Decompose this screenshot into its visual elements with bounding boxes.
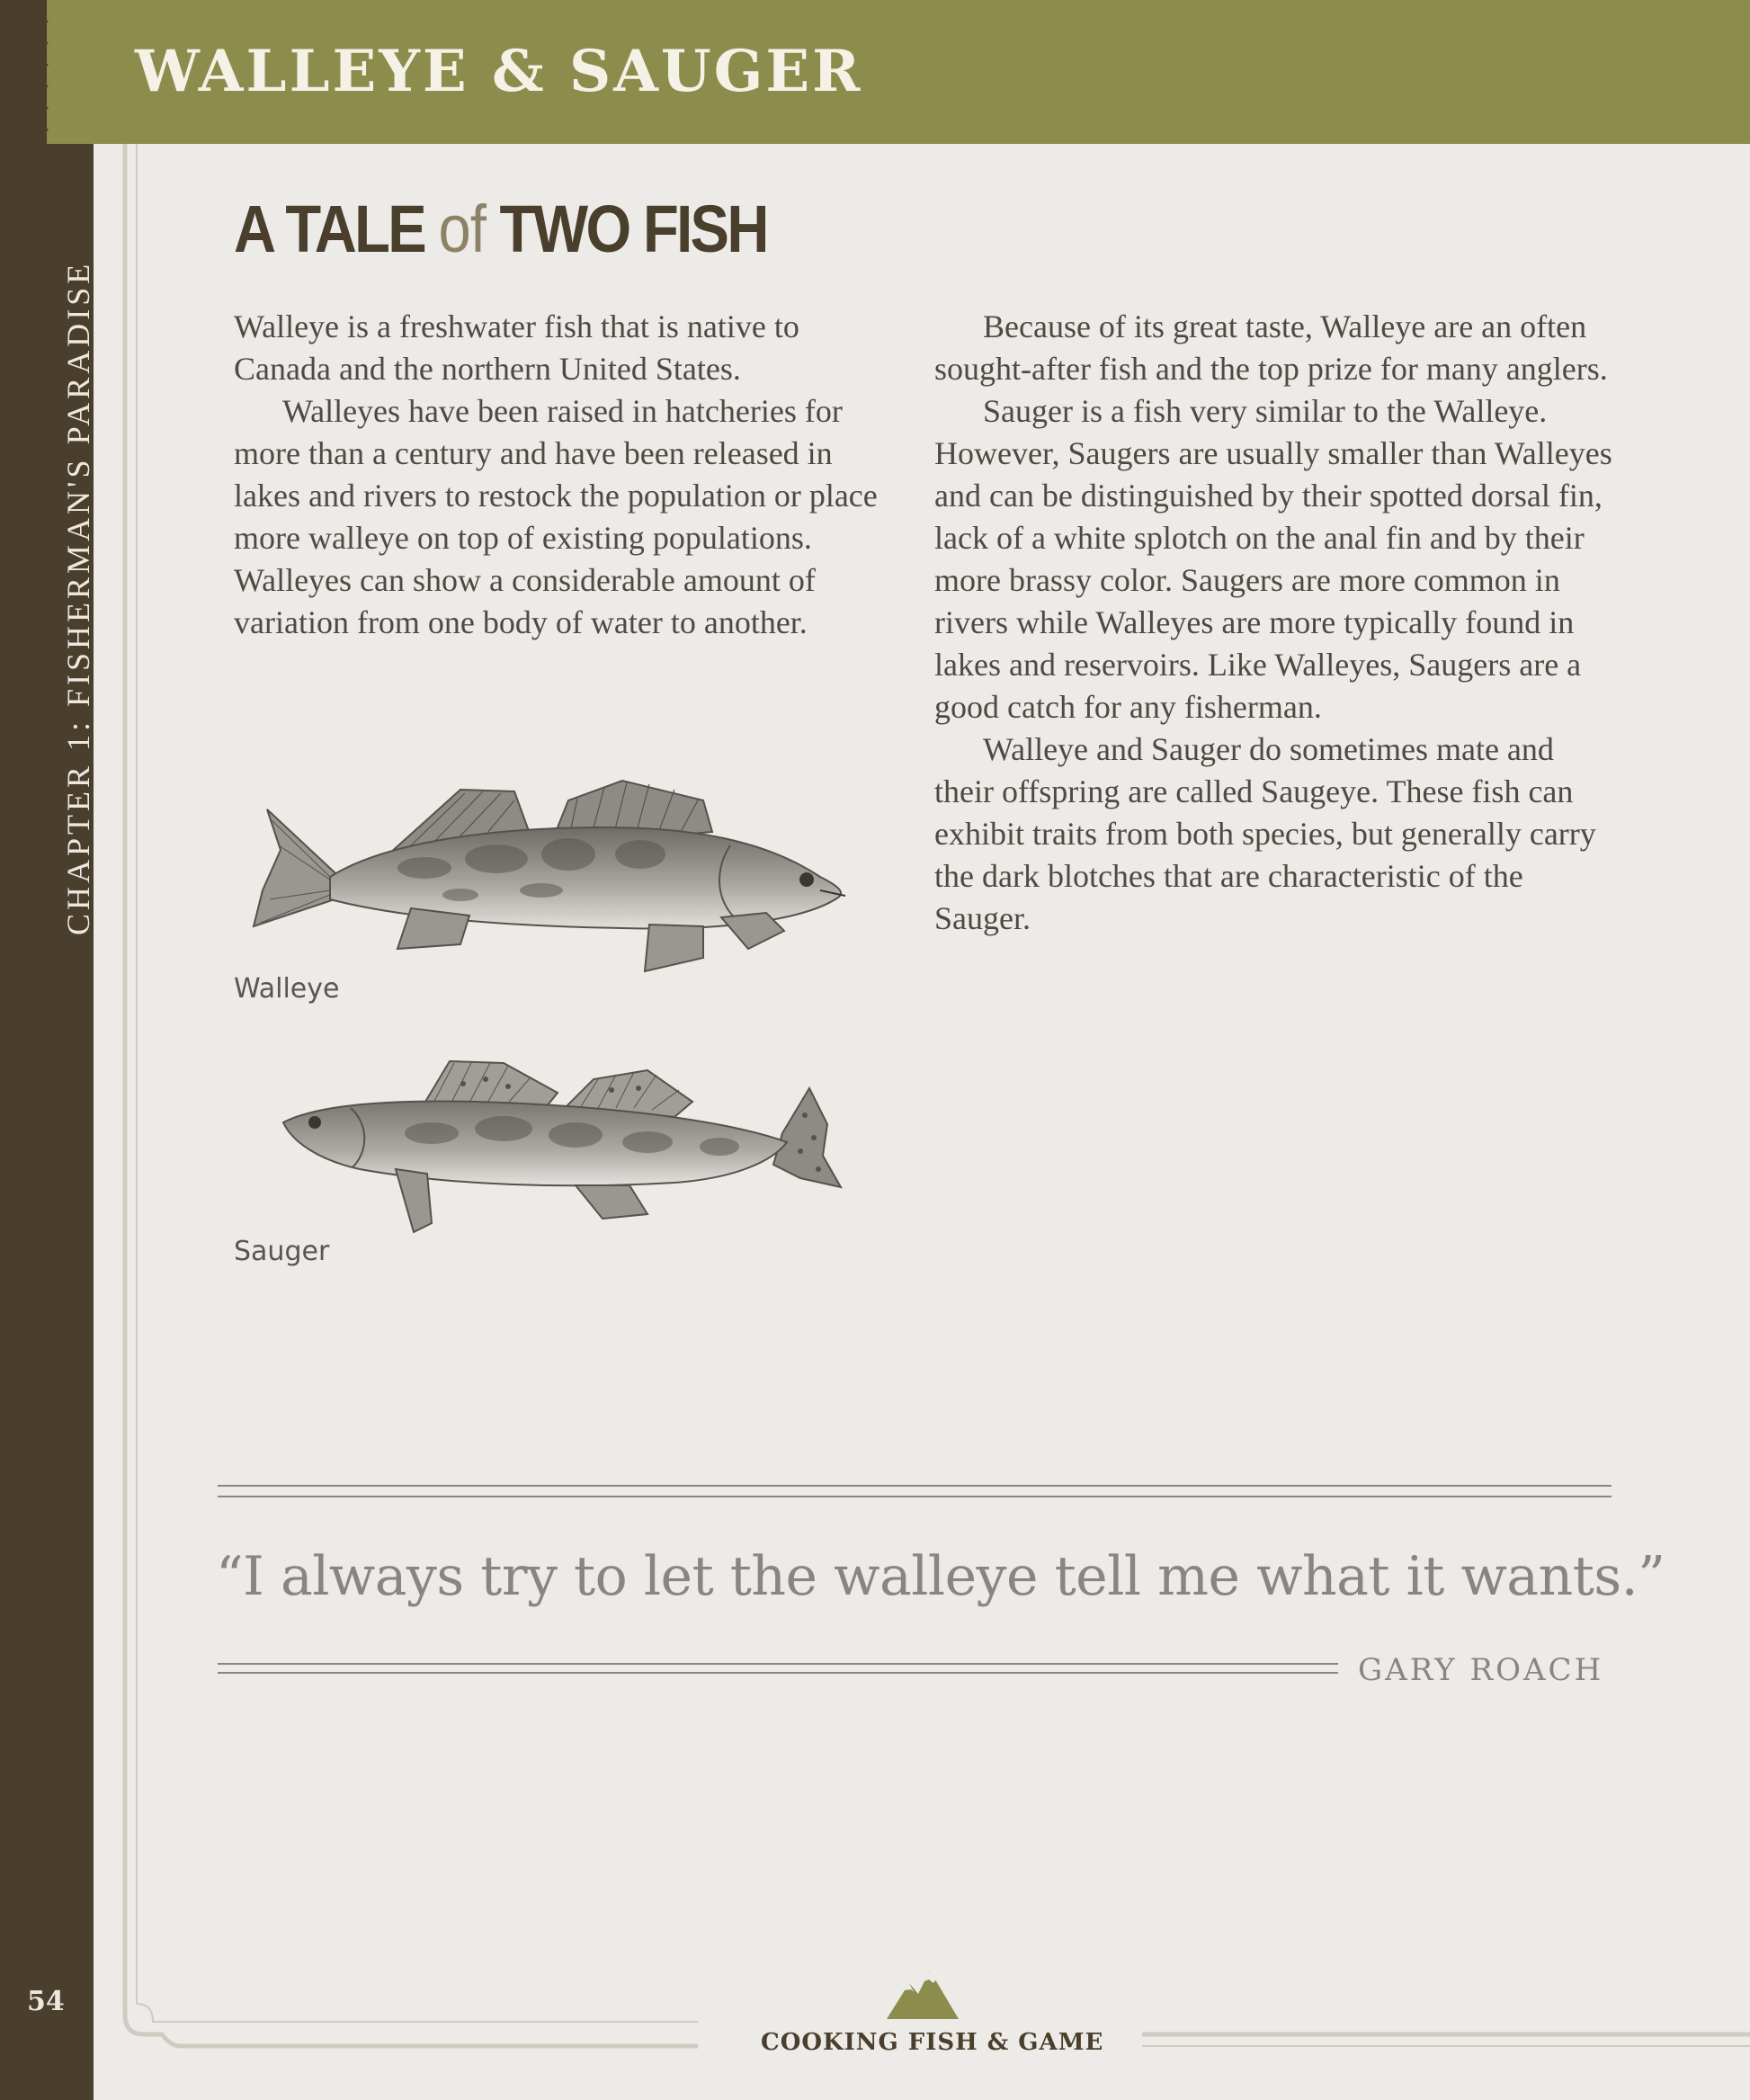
right-paragraph-1: Because of its great taste, Walleye are an often sought-after fish and the top prize for many anglers. — [934, 308, 1608, 387]
left-column — [234, 306, 899, 644]
chapter-label: CHAPTER 1: FISHERMAN'S PARADISE — [60, 260, 96, 935]
article-heading — [234, 191, 767, 267]
pull-quote: “I always try to let the walleye tell me what it wants.” — [216, 1545, 1665, 1608]
heading-part-2: of — [438, 192, 487, 266]
page-number: 54 — [27, 1986, 65, 2017]
right-paragraph-2: Sauger is a fish very similar to the Walleye. However, Saugers are usually smaller than Walleyes and can be distinguished by their spotted dorsal fin, lack of a white splotch on the anal fin and by their more brassy color. Saugers are more common in rivers while Walleyes are more typically found in lakes and reservoirs. Like Walleyes, Saugers are a good catch for any fisherman. — [934, 393, 1612, 725]
quote-attribution: GARY ROACH — [1358, 1652, 1604, 1688]
left-paragraph-1: Walleye is a freshwater fish that is native to Canada and the northern United States. — [234, 308, 799, 387]
section-title: WALLEYE & SAUGER — [135, 38, 863, 105]
heading-part-1: A TALE — [234, 192, 439, 266]
left-paragraph-2: Walleyes have been raised in hatcheries for more than a century and have been released in lakes and rivers to restock the population or place more walleye on top of existing populations. Walleyes can show a considerable amount of variation from one body of water to another. — [234, 393, 878, 640]
right-paragraph-3: Walleye and Sauger do sometimes mate and their offspring are called Saugeye. These fish can exhibit traits from both species, but generally carry the dark blotches that are characteristic of the Sauger. — [934, 731, 1596, 936]
walleye-caption: Walleye — [234, 973, 340, 1005]
walleye-illustration — [245, 764, 874, 989]
sauger-caption: Sauger — [234, 1236, 330, 1267]
mountain-logo-icon — [887, 1965, 959, 2019]
right-column — [934, 306, 1618, 940]
heading-part-3: TWO FISH — [486, 192, 767, 266]
footer-book-title: COOKING FISH & GAME — [761, 2029, 1104, 2056]
sauger-illustration — [270, 1052, 863, 1259]
